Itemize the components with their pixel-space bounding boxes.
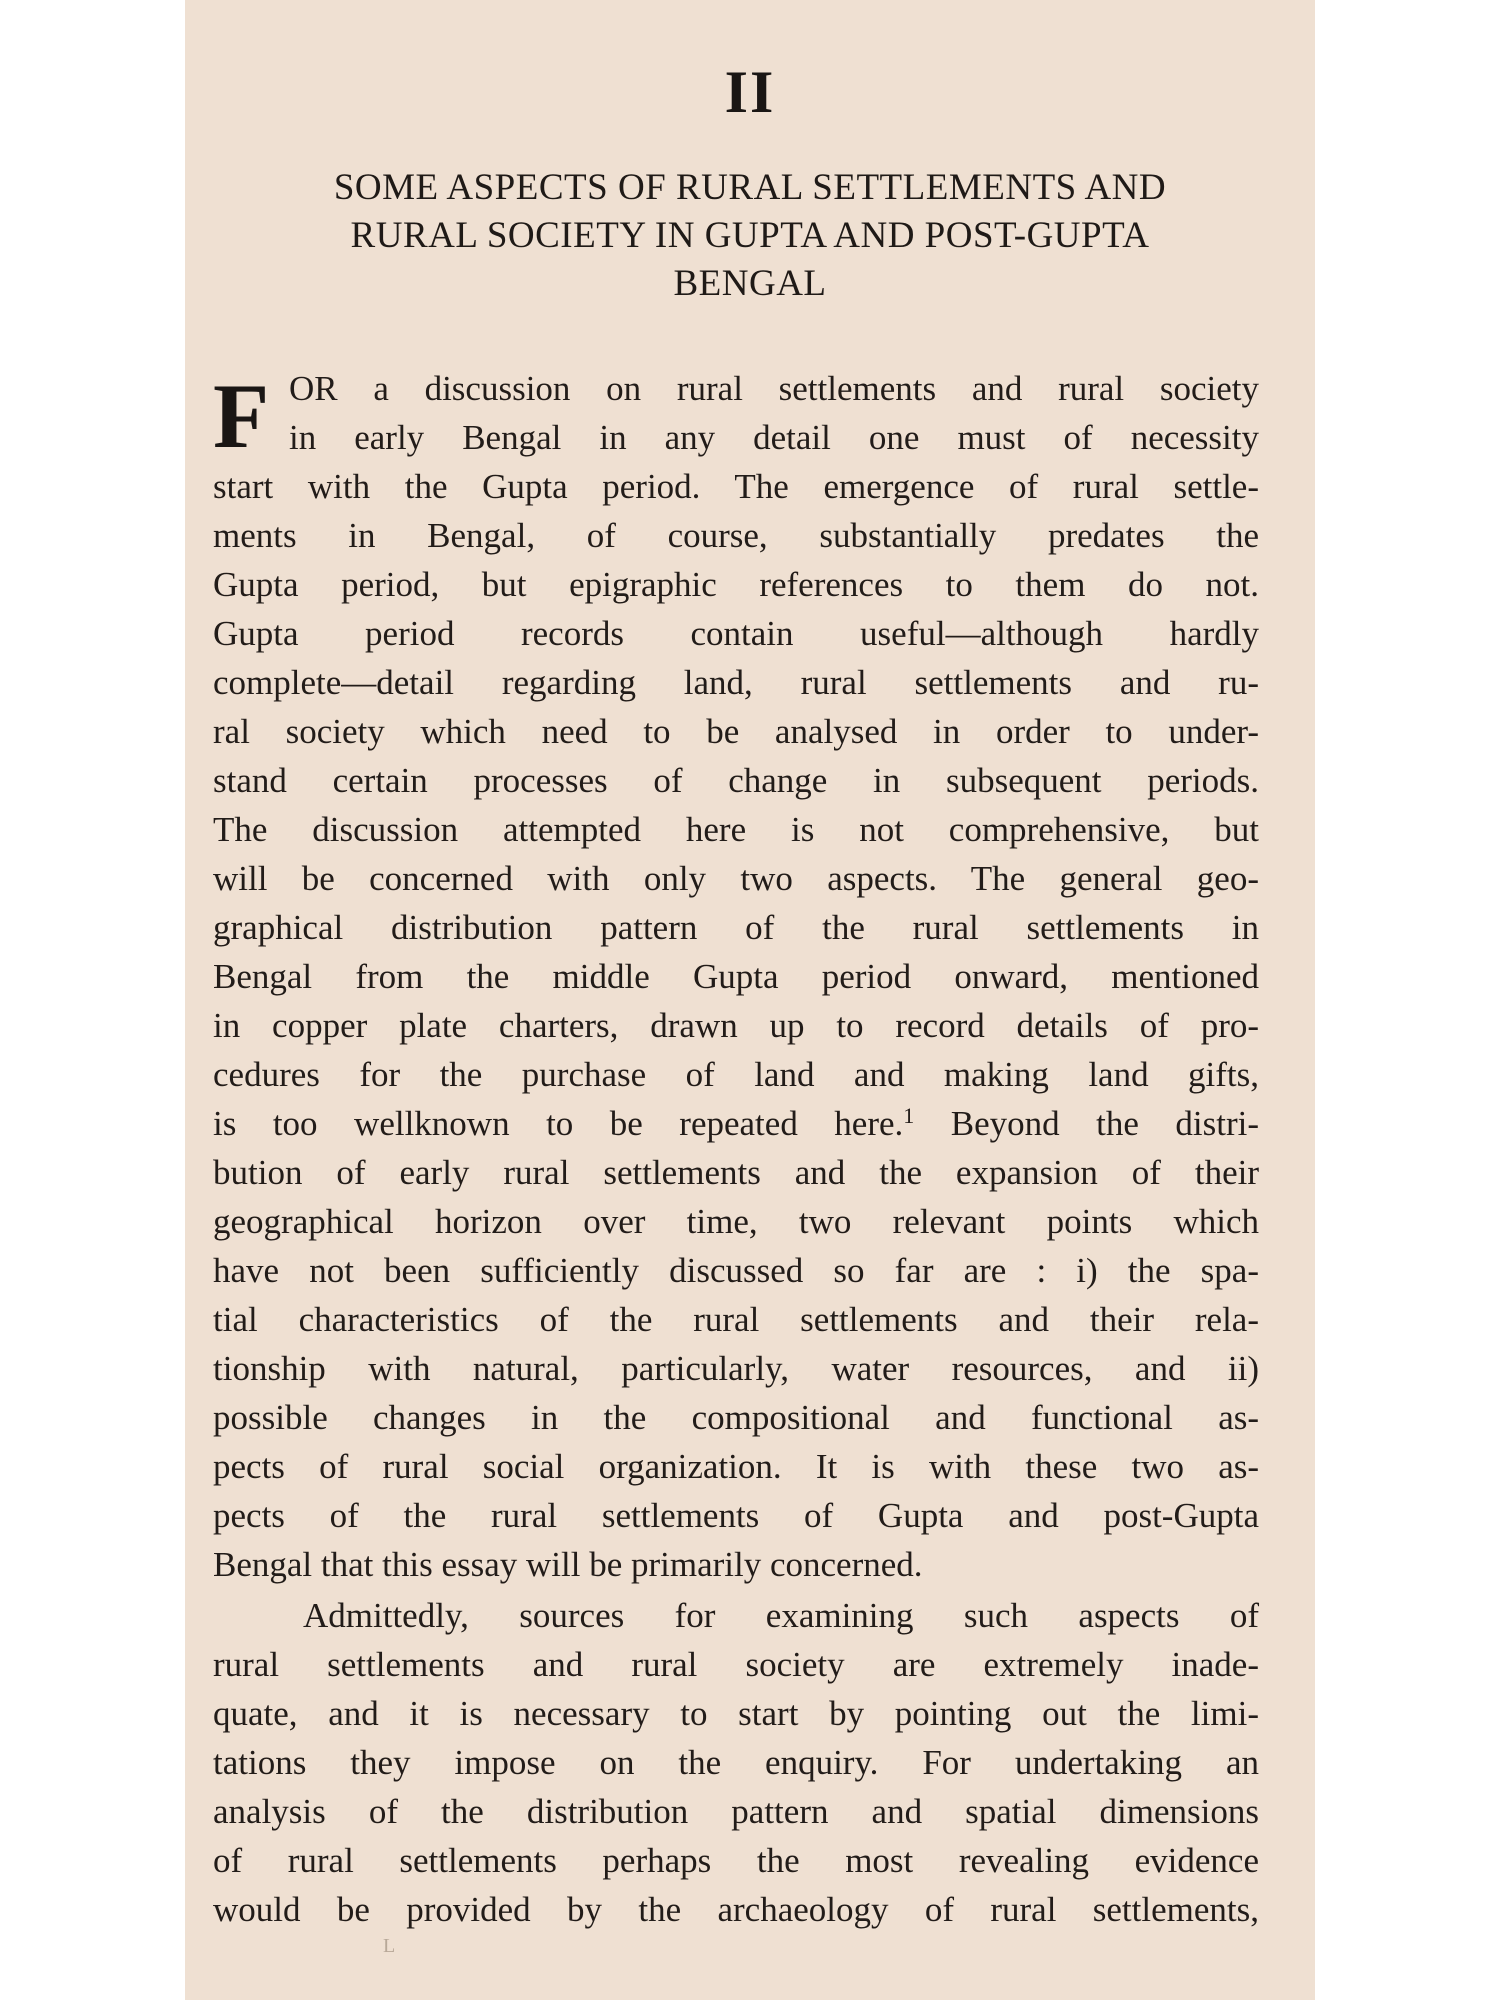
chapter-title-line: BENGAL (673, 263, 827, 304)
text-line: stand certain processes of change in subsequent periods. (213, 761, 1259, 800)
text-line: OR a discussion on rural settlements and rural society (289, 369, 1259, 408)
text-line: complete—detail regarding land, rural settlements and ru- (213, 663, 1259, 702)
text-line: tionship with natural, particularly, water resources, and ii) (213, 1349, 1259, 1388)
text-line: The discussion attempted here is not comprehensive, but (213, 810, 1259, 849)
text-line: will be concerned with only two aspects. The general geo- (213, 859, 1259, 898)
footnote-reference[interactable]: 1 (903, 1103, 915, 1128)
book-page (185, 0, 1315, 2000)
text-line: geographical horizon over time, two relevant points which (213, 1202, 1259, 1241)
text-line: graphical distribution pattern of the rural settlements in (213, 908, 1259, 947)
text-line: tial characteristics of the rural settlements and their rela- (213, 1300, 1259, 1339)
text-line-with-footnote (213, 1099, 1259, 1148)
chapter-title-line: SOME ASPECTS OF RURAL SETTLEMENTS AND (333, 167, 1167, 208)
text-line: bution of early rural settlements and the expansion of their (213, 1153, 1259, 1192)
text-line: ments in Bengal, of course, substantially predates the (213, 516, 1259, 555)
text-line: Admittedly, sources for examining such aspects of (303, 1596, 1259, 1635)
paragraph-2 (213, 1591, 1259, 1934)
text-segment: Beyond the distri- (914, 1104, 1260, 1143)
text-line: in early Bengal in any detail one must of necessity (289, 418, 1259, 457)
text-line: pects of rural social organization. It is with these two as- (213, 1447, 1259, 1486)
drop-cap: F (213, 365, 270, 467)
text-line: pects of the rural settlements of Gupta and post-Gupta (213, 1496, 1259, 1535)
text-segment: is too wellknown to be repeated here. (213, 1104, 904, 1143)
text-line: start with the Gupta period. The emergence of rural settle- (213, 467, 1259, 506)
paragraph-1 (213, 364, 1259, 1589)
chapter-number: II (724, 59, 776, 125)
text-line: possible changes in the compositional and functional as- (213, 1398, 1259, 1437)
text-line: quate, and it is necessary to start by pointing out the limi- (213, 1694, 1259, 1733)
text-line: Gupta period records contain useful—although hardly (213, 614, 1259, 653)
text-line: of rural settlements perhaps the most revealing evidence (213, 1841, 1259, 1880)
text-line: would be provided by the archaeology of rural settlements, (213, 1890, 1259, 1929)
text-line: analysis of the distribution pattern and spatial dimensions (213, 1792, 1259, 1831)
text-line: Bengal that this essay will be primarily concerned. (213, 1545, 923, 1584)
folio-mark: L (383, 1935, 396, 1957)
text-line: Gupta period, but epigraphic references to them do not. (213, 565, 1259, 604)
text-line: have not been sufficiently discussed so far are : i) the spa- (213, 1251, 1259, 1290)
chapter-title-line: RURAL SOCIETY IN GUPTA AND POST-GUPTA (350, 215, 1150, 256)
text-line: in copper plate charters, drawn up to record details of pro- (213, 1006, 1259, 1045)
chapter-title (235, 164, 1265, 308)
text-line: cedures for the purchase of land and making land gifts, (213, 1055, 1259, 1094)
text-line: tations they impose on the enquiry. For undertaking an (213, 1743, 1259, 1782)
text-line: rural settlements and rural society are extremely inade- (213, 1645, 1259, 1684)
text-line: ral society which need to be analysed in order to under- (213, 712, 1259, 751)
text-line: Bengal from the middle Gupta period onward, mentioned (213, 957, 1259, 996)
